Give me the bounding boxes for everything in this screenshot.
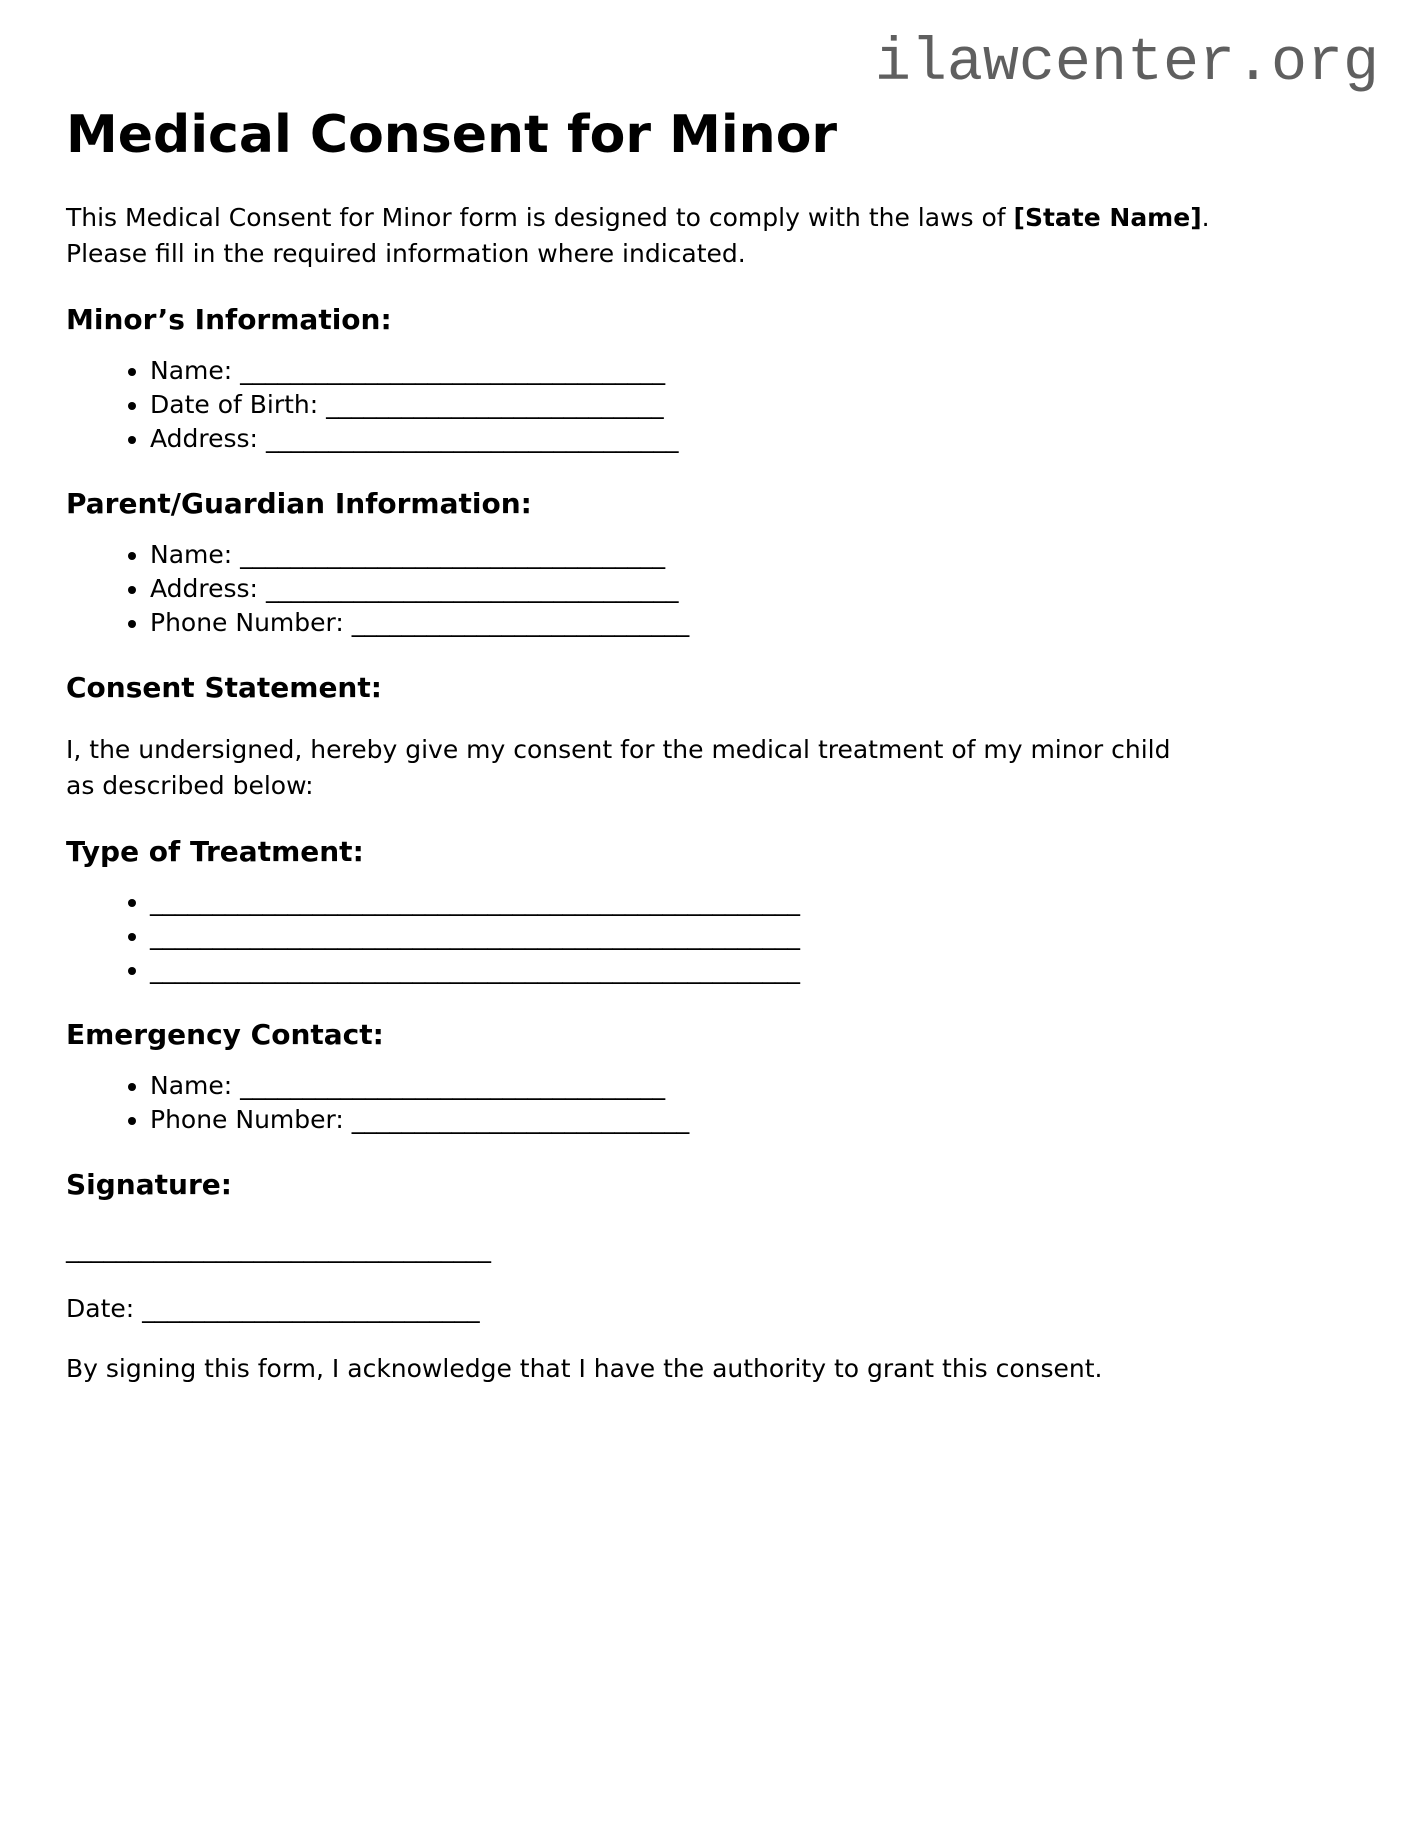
page-title: Medical Consent for Minor — [66, 105, 838, 165]
minor-info-list — [66, 354, 1345, 456]
consent-statement-body: I, the undersigned, hereby give my consent for the medical treatment of my minor child as described below: — [66, 734, 1171, 800]
parent-phone-blank: ___________________________ — [351, 607, 690, 637]
minor-name-label: Name: — [150, 356, 241, 386]
treatment-heading: Type of Treatment: — [66, 834, 364, 868]
parent-name-field — [150, 538, 1345, 572]
minor-dob-label: Date of Birth: — [150, 390, 327, 420]
intro-text-pre: This Medical Consent for Minor form is designed to comply with the laws of — [66, 203, 1014, 233]
emergency-contact-list — [66, 1069, 1345, 1137]
emergency-name-label: Name: — [150, 1071, 241, 1101]
minor-address-label: Address: — [150, 424, 266, 454]
emergency-name-blank: __________________________________ — [240, 1071, 666, 1101]
treatment-blank-line — [150, 919, 1345, 953]
treatment-list — [66, 885, 1345, 987]
acknowledgment-paragraph: By signing this form, I acknowledge that I have the authority to grant this consent. — [66, 1353, 1103, 1383]
parent-info-heading: Parent/Guardian Information: — [66, 487, 532, 521]
minor-dob-field — [150, 388, 1345, 422]
consent-statement-heading: Consent Statement: — [66, 670, 382, 704]
minor-info-heading: Minor’s Information: — [66, 303, 392, 337]
treatment-blank-1: ____________________________________________________ — [150, 887, 800, 917]
signature-heading: Signature: — [66, 1168, 232, 1202]
parent-phone-field — [150, 606, 1345, 640]
parent-info-list — [66, 538, 1345, 640]
minor-address-field — [150, 422, 1345, 456]
parent-name-blank: __________________________________ — [240, 539, 666, 569]
treatment-blank-line — [150, 953, 1345, 987]
date-line — [66, 1291, 1345, 1327]
treatment-blank-3: ____________________________________________________ — [150, 955, 800, 985]
treatment-blank-line — [150, 885, 1345, 919]
emergency-phone-blank: ___________________________ — [351, 1105, 690, 1135]
intro-text-post: . Please fill in the required information where indicated. — [66, 203, 1210, 269]
parent-address-blank: _________________________________ — [265, 573, 679, 603]
state-name-placeholder: [State Name] — [1013, 203, 1202, 233]
emergency-name-field — [150, 1069, 1345, 1103]
minor-name-field — [150, 354, 1345, 388]
minor-name-blank: __________________________________ — [240, 356, 666, 386]
emergency-contact-heading: Emergency Contact: — [66, 1018, 384, 1052]
site-logo: ilawcenter.org — [874, 30, 1379, 98]
treatment-blank-2: ____________________________________________________ — [150, 921, 800, 951]
minor-dob-blank: ___________________________ — [326, 390, 664, 420]
parent-address-field — [150, 572, 1345, 606]
date-blank: ___________________________ — [142, 1293, 480, 1323]
parent-address-label: Address: — [150, 573, 266, 603]
minor-address-blank: _________________________________ — [265, 424, 679, 454]
parent-phone-label: Phone Number: — [150, 607, 352, 637]
signature-blank: __________________________________ — [66, 1233, 491, 1263]
emergency-phone-field — [150, 1103, 1345, 1137]
date-label: Date: — [66, 1293, 143, 1323]
intro-paragraph — [66, 200, 1224, 272]
emergency-phone-label: Phone Number: — [150, 1105, 352, 1135]
signature-line — [66, 1231, 1345, 1267]
parent-name-label: Name: — [150, 539, 241, 569]
